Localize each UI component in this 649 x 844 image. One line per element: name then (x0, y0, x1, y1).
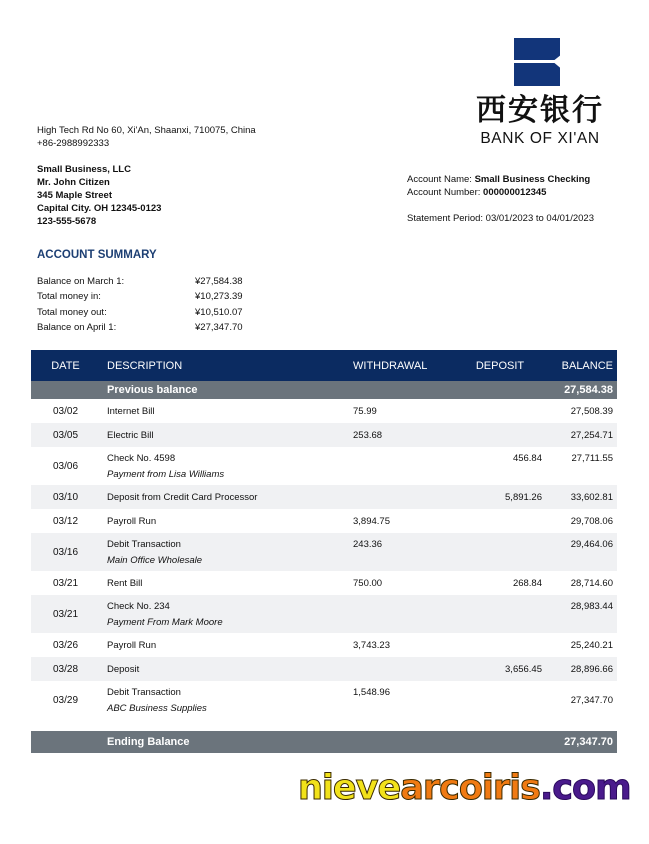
tx-balance: 27,508.39 (570, 405, 613, 417)
tx-description-cell (100, 447, 346, 480)
header-withdrawal: WITHDRAWAL (353, 359, 428, 372)
tx-description: Deposit from Credit Card Processor (107, 491, 258, 503)
account-number-value: 000000012345 (483, 187, 547, 198)
tx-balance: 28,896.66 (570, 663, 613, 675)
tx-memo: Payment From Mark Moore (107, 617, 223, 628)
summary-value: ¥27,584.38 (195, 276, 243, 287)
tx-date: 03/21 (52, 577, 79, 589)
tx-deposit: 3,656.45 (505, 663, 542, 675)
tx-deposit: 5,891.26 (505, 491, 542, 503)
tx-balance: 27,347.70 (570, 694, 613, 706)
tx-deposit: 456.84 (512, 453, 542, 464)
tx-balance: 33,602.81 (570, 491, 613, 503)
header-date: DATE (51, 359, 80, 372)
bank-logo-mark-icon (514, 38, 560, 86)
tx-date: 03/16 (52, 546, 79, 558)
header-balance: BALANCE (561, 359, 613, 372)
watermark-part: arcoiris (400, 768, 540, 808)
tx-deposit: 268.84 (512, 577, 542, 589)
summary-row (37, 320, 243, 335)
account-name-value: Small Business Checking (474, 174, 591, 185)
customer-contact: Mr. John Citizen (37, 177, 110, 188)
tx-description: Internet Bill (107, 405, 155, 417)
tx-date: 03/21 (52, 608, 79, 620)
account-number (407, 186, 594, 199)
ending-balance-value: 27,347.70 (564, 736, 613, 748)
tx-withdrawal (346, 447, 456, 453)
tx-withdrawal: 3,743.23 (353, 639, 390, 651)
tx-memo: Main Office Wholesale (107, 555, 203, 566)
summary-label: Balance on March 1: (37, 276, 125, 287)
table-row (31, 657, 617, 681)
summary-row (37, 289, 243, 304)
summary-value: ¥10,273.39 (195, 291, 243, 303)
tx-description-cell (100, 533, 346, 566)
tx-description: Payroll Run (107, 515, 157, 527)
tx-memo: ABC Business Supplies (107, 703, 207, 714)
watermark-part: .com (539, 768, 631, 808)
tx-date: 03/06 (52, 460, 79, 472)
summary-row (37, 305, 243, 320)
tx-balance: 27,711.55 (571, 453, 613, 464)
tx-description: Check No. 234 (107, 601, 170, 612)
table-row (31, 633, 617, 657)
transactions-table (31, 350, 617, 753)
tx-withdrawal: 3,894.75 (353, 515, 390, 527)
customer-phone: 123-555-5678 (37, 216, 97, 227)
tx-description: Check No. 4598 (107, 453, 176, 464)
tx-balance: 28,983.44 (570, 601, 613, 612)
tx-description: Debit Transaction (107, 687, 181, 698)
table-row (31, 485, 617, 509)
tx-description: Payroll Run (107, 639, 157, 651)
account-number-label: Account Number: (407, 187, 484, 198)
watermark (298, 768, 631, 808)
tx-date: 03/02 (52, 405, 79, 417)
tx-date: 03/10 (52, 491, 79, 503)
tx-balance: 29,464.06 (570, 539, 613, 550)
tx-description-cell (100, 595, 346, 628)
tx-withdrawal: 75.99 (353, 405, 377, 417)
ending-balance-label: Ending Balance (107, 736, 190, 748)
account-summary (37, 274, 243, 335)
customer-company: Small Business, LLC (37, 164, 131, 175)
table-row (31, 423, 617, 447)
watermark-part: nieve (298, 768, 401, 808)
tx-withdrawal (346, 595, 456, 601)
customer-address-block (37, 163, 161, 228)
table-row (31, 533, 617, 571)
customer-city: Capital City. OH 12345-0123 (37, 203, 162, 214)
tx-description: Deposit (107, 663, 140, 675)
bank-logo (460, 38, 620, 150)
table-row (31, 571, 617, 595)
bank-address-block (37, 124, 256, 150)
table-row (31, 399, 617, 423)
statement-period: Statement Period: 03/01/2023 to 04/01/2023 (407, 213, 594, 224)
ending-balance-row (31, 731, 617, 753)
tx-deposit (456, 681, 544, 687)
tx-description: Electric Bill (107, 429, 154, 441)
table-row (31, 595, 617, 633)
tx-withdrawal: 750.00 (353, 577, 383, 589)
account-info-block (407, 173, 594, 225)
account-name-label: Account Name: (407, 174, 475, 185)
tx-date: 03/26 (52, 639, 79, 651)
tx-description: Rent Bill (107, 577, 143, 589)
table-row (31, 509, 617, 533)
summary-label: Balance on April 1: (37, 321, 117, 333)
bank-address: High Tech Rd No 60, Xi'An, Shaanxi, 710075, China (37, 125, 256, 136)
tx-balance: 25,240.21 (570, 639, 613, 651)
tx-memo: Payment from Lisa Williams (107, 469, 225, 480)
summary-label: Total money out: (37, 306, 107, 318)
tx-date: 03/28 (52, 663, 79, 675)
table-row (31, 447, 617, 485)
tx-description-cell (100, 681, 346, 714)
tx-deposit (456, 533, 544, 539)
tx-date: 03/29 (52, 694, 79, 706)
account-summary-title: ACCOUNT SUMMARY (37, 249, 157, 261)
summary-label: Total money in: (37, 291, 101, 303)
summary-value: ¥27,347.70 (195, 321, 243, 333)
tx-withdrawal: 243.36 (353, 539, 383, 550)
tx-date: 03/12 (52, 515, 79, 527)
summary-value: ¥10,510.07 (195, 306, 243, 318)
table-header (31, 350, 617, 381)
tx-description: Debit Transaction (107, 539, 181, 550)
tx-balance: 27,254.71 (570, 429, 613, 441)
bank-name-chinese: 西安银行 (476, 93, 604, 128)
header-deposit: DEPOSIT (475, 359, 525, 372)
previous-balance-value: 27,584.38 (564, 384, 613, 396)
summary-row (37, 274, 243, 289)
customer-street: 345 Maple Street (37, 190, 112, 201)
table-row (31, 681, 617, 719)
previous-balance-label: Previous balance (107, 384, 198, 396)
tx-withdrawal: 1,548.96 (353, 687, 390, 698)
tx-deposit (456, 595, 544, 601)
tx-balance: 29,708.06 (570, 515, 613, 527)
tx-withdrawal: 253.68 (353, 429, 383, 441)
previous-balance-row (31, 381, 617, 399)
tx-date: 03/05 (52, 429, 79, 441)
bank-name-english: BANK OF XI'AN (480, 130, 600, 147)
bank-phone: +86-2988992333 (37, 138, 110, 149)
header-description: DESCRIPTION (107, 359, 183, 372)
tx-balance: 28,714.60 (570, 577, 613, 589)
account-name (407, 173, 594, 186)
